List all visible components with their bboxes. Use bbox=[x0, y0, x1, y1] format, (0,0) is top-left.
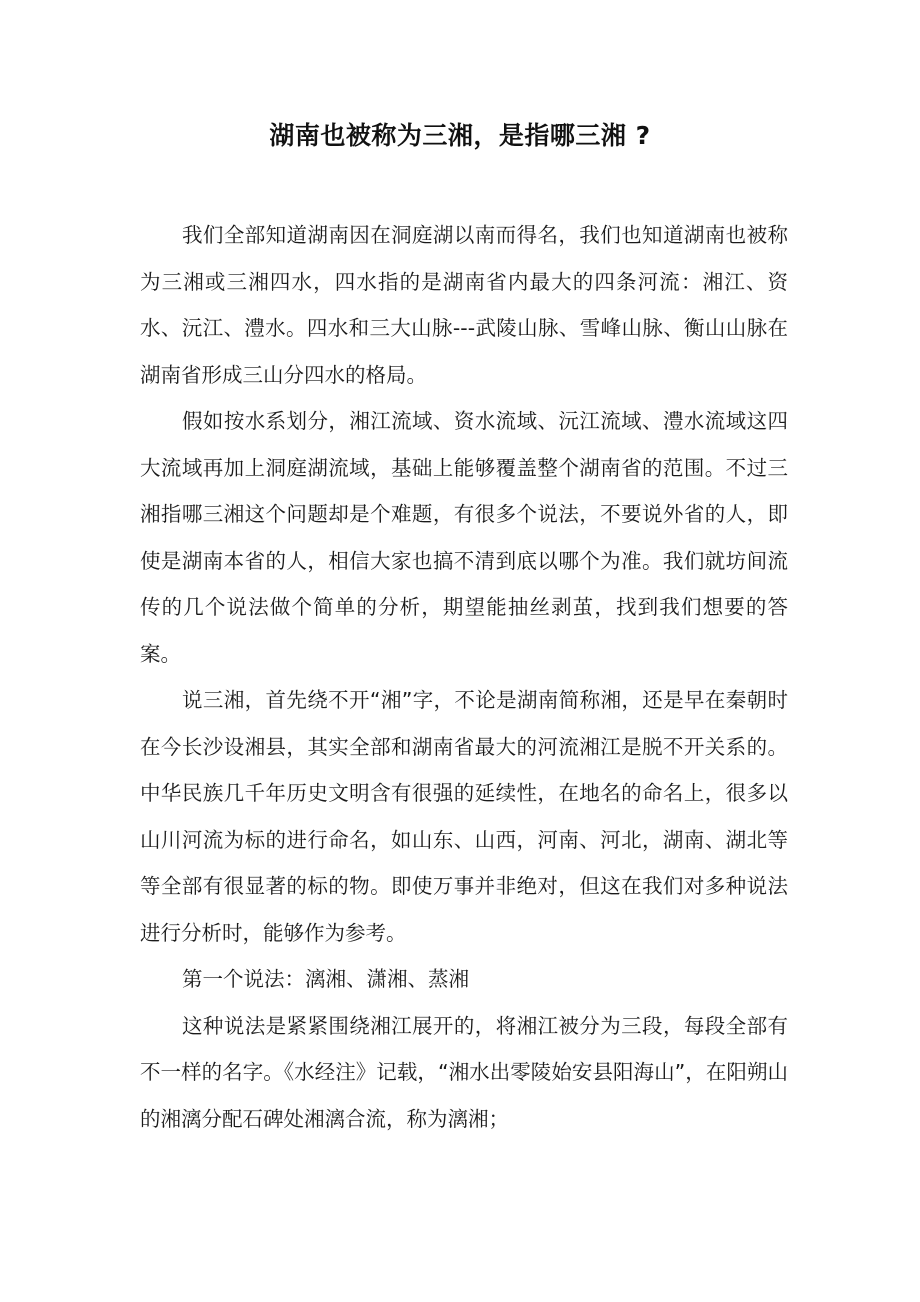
paragraph-xiang-character: 说三湘，首先绕不开“湘”字，不论是湖南简称湘，还是早在秦朝时在今长沙设湘县，其实全部和湖南省最大的河流湘江是脱不开关系的。中华民族几千年历史文明含有很强的延续性，在地名的命名上，很多以山川河流为标的进行命名，如山东、山西，河南、河北，湖南、湖北等等全部有很显著的标的物。即使万事并非绝对，但这在我们对多种说法进行分析时，能够作为参考。 bbox=[140, 688, 788, 945]
paragraph-first-theory-heading: 第一个说法：漓湘、潇湘、蒸湘 bbox=[182, 967, 469, 991]
paragraph-first-theory: 这种说法是紧紧围绕湘江展开的，将湘江被分为三段，每段全部有不一样的名字。《水经注》记载，“湘水出零陵始安县阳海山”，在阳朔山的湘漓分配石碑处湘漓合流，称为漓湘； bbox=[140, 1013, 788, 1131]
paragraph-water-systems: 假如按水系划分，湘江流域、资水流域、沅江流域、澧水流域这四大流域再加上洞庭湖流域，基础上能够覆盖整个湖南省的范围。不过三湘指哪三湘这个问题却是个难题，有很多个说法，不要说外省的人，即使是湖南本省的人，相信大家也搞不清到底以哪个为准。我们就坊间流传的几个说法做个简单的分析，期望能抽丝剥茧，找到我们想要的答案。 bbox=[140, 409, 788, 666]
document-body bbox=[140, 212, 788, 1142]
document-title: 湖南也被称为三湘，是指哪三湘 ? bbox=[269, 121, 651, 150]
paragraph-intro: 我们全部知道湖南因在洞庭湖以南而得名，我们也知道湖南也被称为三湘或三湘四水，四水指的是湖南省内最大的四条河流：湘江、资水、沅江、澧水。四水和三大山脉---武陵山脉、雪峰山脉、衡山山脉在湖南省形成三山分四水的格局。 bbox=[140, 223, 788, 387]
